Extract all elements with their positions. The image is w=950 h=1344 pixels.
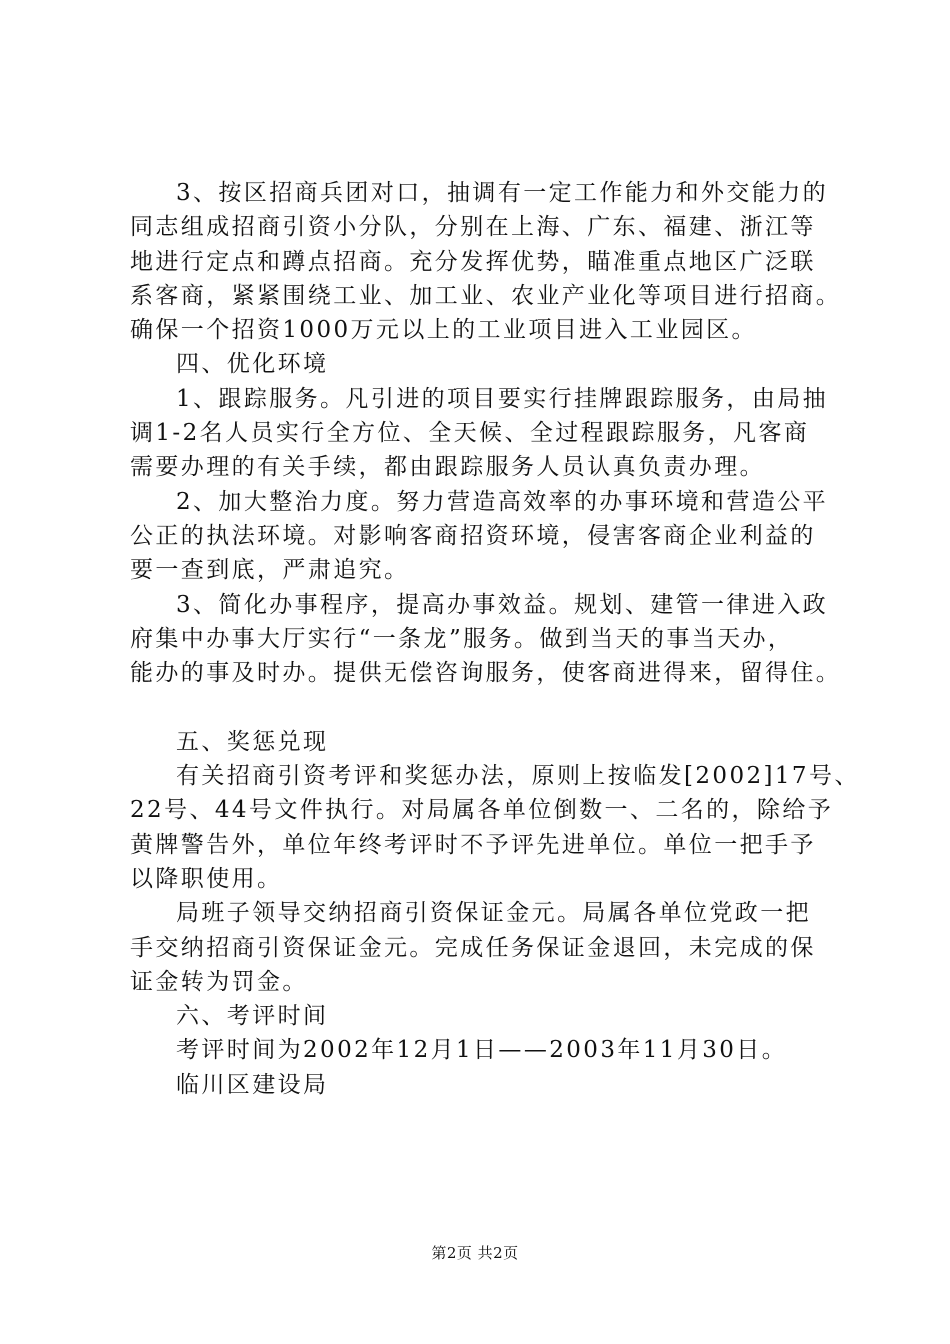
paragraph-simplify-line3: 能办的事及时办。提供无偿咨询服务，使客商进得来，留得住。 bbox=[130, 660, 842, 687]
paragraph-simplify-line2: 府集中办事大厅实行“一条龙”服务。做到当天的事当天办， bbox=[130, 625, 794, 652]
section-heading-rewards-penalties: 五、奖惩兑现 bbox=[176, 728, 329, 755]
paragraph-rectification-line1: 2、加大整治力度。努力营造高效率的办事环境和营造公平 bbox=[176, 488, 829, 515]
paragraph-tracking-line2: 调1-2名人员实行全方位、全天候、全过程跟踪服务，凡客商 bbox=[130, 420, 810, 447]
paragraph-item3-line2: 同志组成招商引资小分队，分别在上海、广东、福建、浙江等 bbox=[130, 214, 816, 241]
paragraph-item3-line5: 确保一个招资1000万元以上的工业项目进入工业园区。 bbox=[130, 317, 757, 344]
paragraph-evaluation-period: 考评时间为2002年12月1日——2003年11月30日。 bbox=[176, 1037, 788, 1064]
paragraph-deposit-line2: 手交纳招商引资保证金元。完成任务保证金退回，未完成的保 bbox=[130, 934, 816, 961]
signature-organization: 临川区建设局 bbox=[176, 1071, 329, 1098]
paragraph-item3-line1: 3、按区招商兵团对口，抽调有一定工作能力和外交能力的 bbox=[176, 180, 829, 206]
paragraph-item3-line3: 地进行定点和蹲点招商。充分发挥优势，瞄准重点地区广泛联 bbox=[130, 248, 816, 275]
paragraph-item3-line4: 系客商，紧紧围绕工业、加工业、农业产业化等项目进行招商。 bbox=[130, 282, 842, 309]
section-heading-evaluation-time: 六、考评时间 bbox=[176, 1003, 329, 1030]
document-body bbox=[130, 176, 860, 1102]
page-number-footer: 第2页 共2页 bbox=[431, 1244, 519, 1262]
paragraph-rewards-line1: 有关招商引资考评和奖惩办法，原则上按临发[2002]17号、 bbox=[176, 763, 860, 790]
paragraph-simplify-line1: 3、简化办事程序，提高办事效益。规划、建管一律进入政 bbox=[176, 591, 829, 618]
paragraph-rewards-line3: 黄牌警告外，单位年终考评时不予评先进单位。单位一把手予 bbox=[130, 831, 816, 858]
paragraph-rectification-line2: 公正的执法环境。对影响客商招资环境，侵害客商企业利益的 bbox=[130, 522, 816, 549]
blank-line bbox=[130, 690, 850, 724]
section-heading-optimize-environment: 四、优化环境 bbox=[176, 351, 329, 378]
paragraph-deposit-line3: 证金转为罚金。 bbox=[130, 968, 308, 995]
paragraph-tracking-line3: 需要办理的有关手续，都由跟踪服务人员认真负责办理。 bbox=[130, 454, 765, 481]
paragraph-rewards-line2: 22号、44号文件执行。对局属各单位倒数一、二名的，除给予 bbox=[130, 797, 834, 824]
paragraph-tracking-line1: 1、跟踪服务。凡引进的项目要实行挂牌跟踪服务，由局抽 bbox=[176, 385, 829, 412]
paragraph-rectification-line3: 要一查到底，严肃追究。 bbox=[130, 557, 410, 584]
paragraph-rewards-line4: 以降职使用。 bbox=[130, 865, 283, 892]
paragraph-deposit-line1: 局班子领导交纳招商引资保证金元。局属各单位党政一把 bbox=[176, 900, 811, 927]
